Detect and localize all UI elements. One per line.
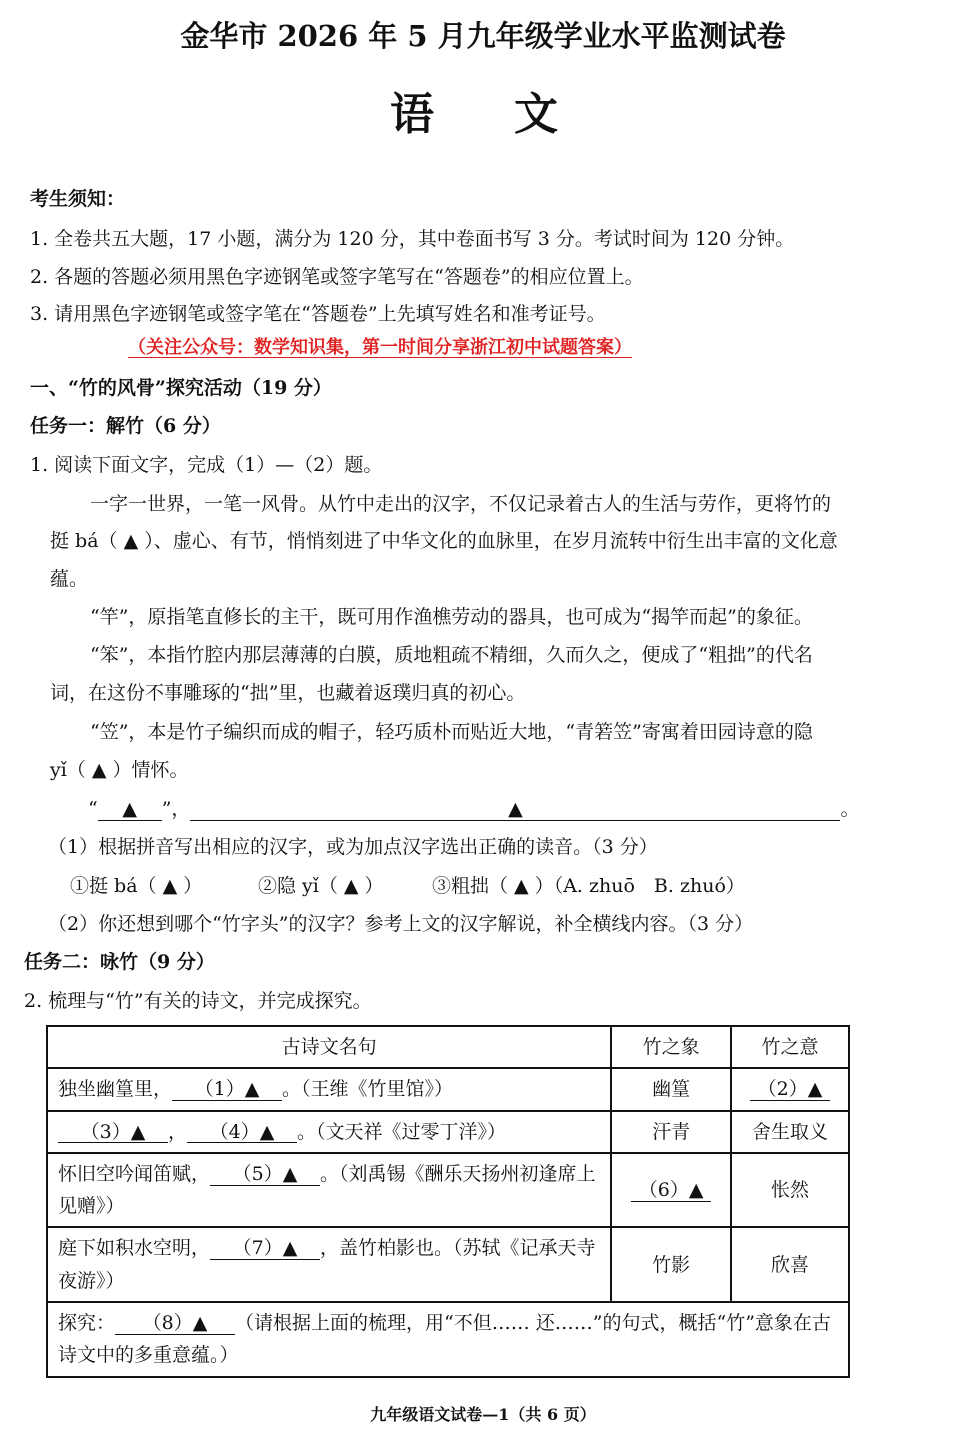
- option: ②隐 yǐ（ ▲ ）: [258, 875, 384, 897]
- image-cell: [611, 1153, 731, 1228]
- task-heading: 任务一：解竹（6 分）: [30, 415, 221, 437]
- sub-question: （2）你还想到哪个“竹字头”的汉字？参考上文的汉字解说，补全横线内容。（3 分）: [48, 913, 754, 935]
- table-row: [47, 1153, 849, 1228]
- sub-question: （1）根据拼音写出相应的汉字，或为加点汉字选出正确的读音。（3 分）: [48, 836, 658, 858]
- answer-blank[interactable]: （7）▲: [210, 1238, 320, 1260]
- page-title: 金华市 2026 年 5 月九年级学业水平监测试卷: [180, 19, 786, 53]
- explore-row: [47, 1302, 849, 1377]
- table-row: [47, 1227, 849, 1302]
- section-heading: 一、“竹的风骨”探究活动（19 分）: [30, 377, 332, 399]
- promo-text: （关注公众号：数学知识集，第一时间分享浙江初中试题答案）: [128, 337, 632, 358]
- meaning-cell: 欣喜: [731, 1227, 849, 1302]
- passage-line: 词，在这份不事雕琢的“拙”里，也藏着返璞归真的初心。: [50, 682, 526, 704]
- notice-heading: 考生须知：: [30, 188, 126, 210]
- passage-line: yǐ（ ▲ ）情怀。: [50, 759, 189, 781]
- question-intro: 2. 梳理与“竹”有关的诗文，并完成探究。: [24, 990, 372, 1012]
- option: ③粗拙（ ▲ ）（A. zhuō B. zhuó）: [432, 875, 745, 897]
- poem-cell: （3）▲ ， （4）▲ 。（文天祥《过零丁洋》）: [47, 1111, 611, 1153]
- meaning-cell: 舍生取义: [731, 1111, 849, 1153]
- notice-item: 1. 全卷共五大题，17 小题，满分为 120 分，其中卷面书写 3 分。考试时间为 120 分钟。: [30, 228, 795, 250]
- meaning-cell: 怅然: [731, 1153, 849, 1228]
- poem-cell: 怀旧空吟闻笛赋， （5）▲ 。（刘禹锡《酬乐天扬州初逢席上见赠》）: [47, 1153, 611, 1228]
- passage-line: “笨”，本指竹腔内那层薄薄的白膜，质地粗疏不精细，久而久之，便成了“粗拙”的代名: [90, 644, 813, 666]
- column-header: 古诗文名句: [47, 1026, 611, 1068]
- answer-blank[interactable]: （6）▲: [631, 1180, 711, 1202]
- task-heading: 任务二：咏竹（9 分）: [24, 951, 215, 973]
- poem-cell: 独坐幽篁里， （1）▲ 。（王维《竹里馆》）: [47, 1068, 611, 1110]
- table-header-row: [47, 1026, 849, 1068]
- notice-item: 2. 各题的答题必须用黑色字迹钢笔或签字笔写在“答题卷”的相应位置上。: [30, 266, 644, 288]
- subject-title: 语 文: [390, 89, 576, 140]
- question-intro: 1. 阅读下面文字，完成（1）—（2）题。: [30, 454, 383, 476]
- poem-table: [46, 1025, 850, 1378]
- column-header: 竹之象: [611, 1026, 731, 1068]
- notice-item: 3. 请用黑色字迹钢笔或签字笔在“答题卷”上先填写姓名和准考证号。: [30, 303, 606, 325]
- passage-line: 挺 bá（ ▲ ）、虚心、有节，悄悄刻进了中华文化的血脉里，在岁月流转中衍生出丰富的文化意: [50, 530, 838, 552]
- fill-blank-line: “ ▲ ”， ▲ 。: [88, 798, 860, 820]
- answer-blank[interactable]: （5）▲: [210, 1164, 320, 1186]
- table-row: [47, 1111, 849, 1153]
- answer-blank[interactable]: （4）▲: [187, 1122, 297, 1144]
- answer-blank[interactable]: （3）▲: [58, 1122, 168, 1144]
- poem-cell: 庭下如积水空明， （7）▲ ，盖竹柏影也。（苏轼《记承天寺夜游》）: [47, 1227, 611, 1302]
- answer-blank[interactable]: （8）▲: [115, 1313, 235, 1335]
- passage-line: “竿”，原指笔直修长的主干，既可用作渔樵劳动的器具，也可成为“揭竿而起”的象征。: [90, 606, 813, 628]
- passage-line: 蕴。: [50, 568, 89, 590]
- explore-cell: 探究： （8）▲ （请根据上面的梳理，用“不但…… 还……”的句式，概括“竹”意象在古诗文中的多重意蕴。）: [47, 1302, 849, 1377]
- column-header: 竹之意: [731, 1026, 849, 1068]
- option: ①挺 bá（ ▲ ）: [70, 875, 203, 897]
- answer-blank[interactable]: （2）▲: [750, 1079, 830, 1101]
- image-cell: 竹影: [611, 1227, 731, 1302]
- page-footer: 九年级语文试卷—1（共 6 页）: [370, 1405, 596, 1424]
- table-row: [47, 1068, 849, 1110]
- answer-blank[interactable]: （1）▲: [172, 1079, 282, 1101]
- meaning-cell: [731, 1068, 849, 1110]
- passage-line: “笠”，本是竹子编织而成的帽子，轻巧质朴而贴近大地，“青箬笠”寄寓着田园诗意的隐: [90, 721, 813, 743]
- answer-blank[interactable]: ▲: [98, 799, 162, 821]
- answer-blank[interactable]: ▲: [190, 799, 840, 821]
- passage-line: 一字一世界，一笔一风骨。从竹中走出的汉字，不仅记录着古人的生活与劳作，更将竹的: [90, 493, 832, 515]
- image-cell: 汗青: [611, 1111, 731, 1153]
- image-cell: 幽篁: [611, 1068, 731, 1110]
